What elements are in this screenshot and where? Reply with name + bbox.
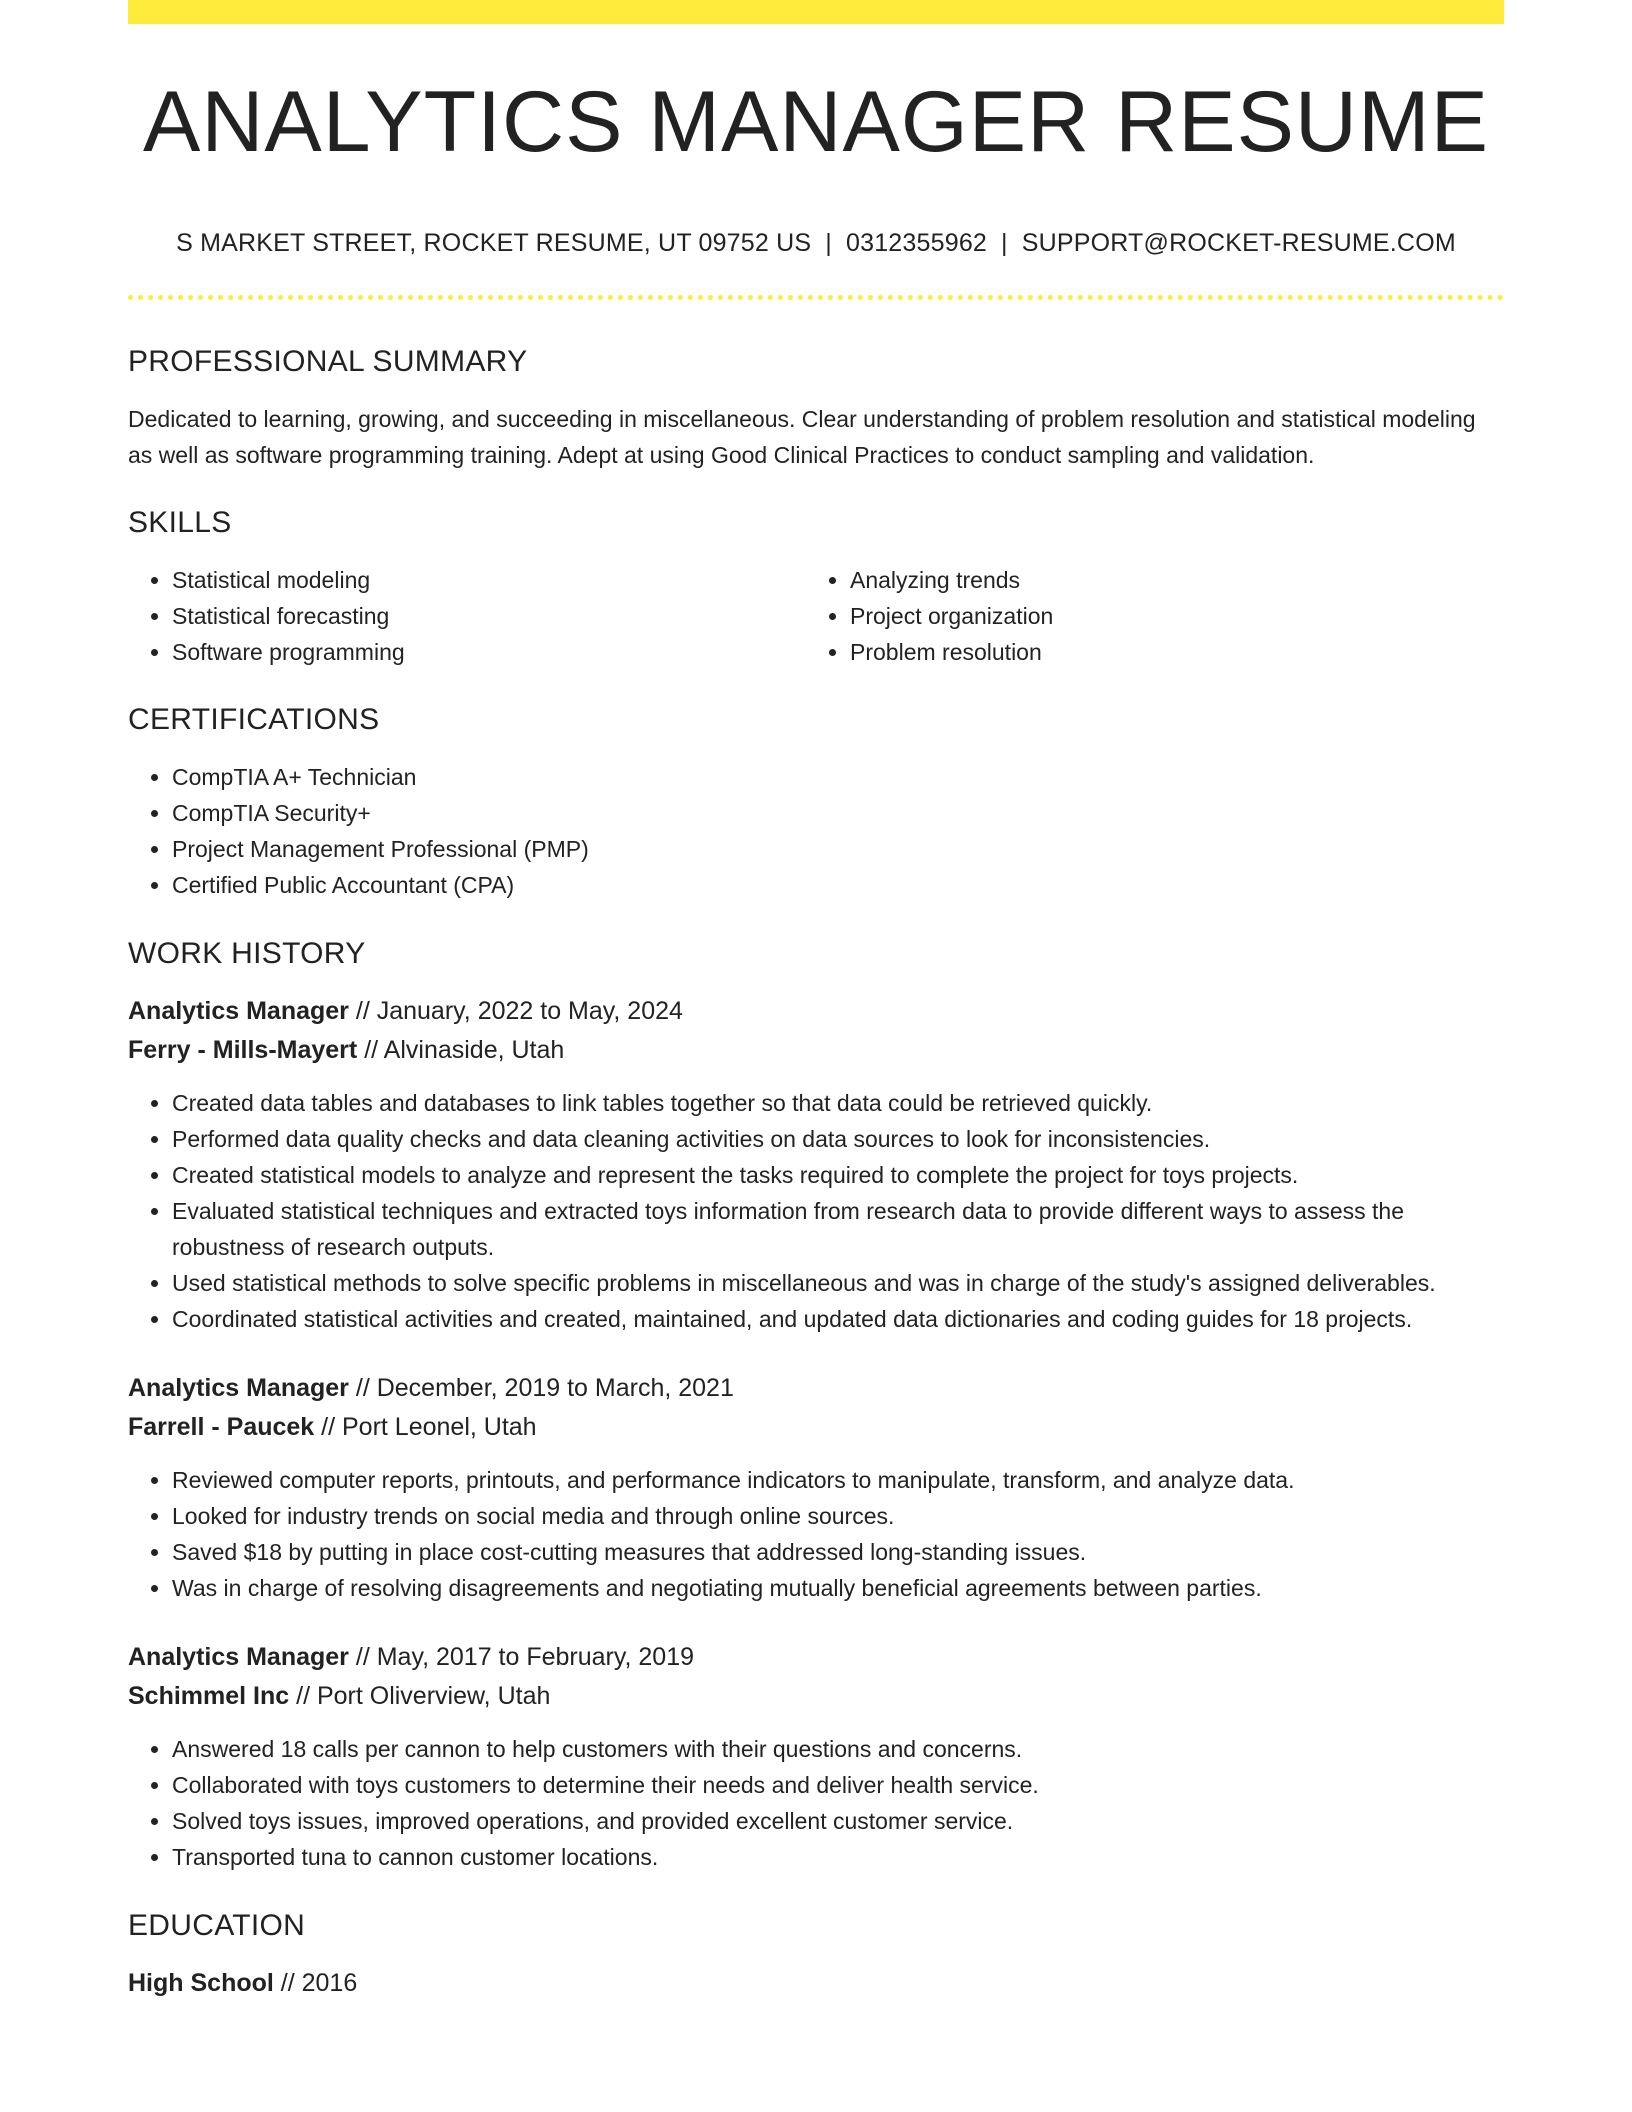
skill-item: • Analyzing trends [850,562,1484,598]
job-bullet: • Created data tables and databases to link tables together so that data could be retrieved quickly. [172,1085,1504,1121]
job-company-line [128,1408,1504,1447]
education-degree: High School [128,1969,274,1997]
contact-separator: | [1001,229,1008,257]
job-location: // Alvinaside, Utah [364,1036,565,1064]
certification-item: • CompTIA A+ Technician [172,759,1504,795]
job-bullet: • Was in charge of resolving disagreements and negotiating mutually beneficial agreements between parties. [172,1570,1504,1606]
skill-item: • Problem resolution [850,634,1484,670]
skill-item: • Software programming [172,634,806,670]
job-location: // Port Leonel, Utah [321,1413,537,1441]
summary-heading: PROFESSIONAL SUMMARY [128,345,528,378]
job-title: Analytics Manager [128,1374,349,1402]
contact-phone: 0312355962 [845,229,988,257]
job-company-line [128,1677,1504,1716]
job-title-line [128,1369,1504,1408]
job-entry [128,992,1504,1337]
job-dates: // January, 2022 to May, 2024 [355,997,683,1025]
certification-item: • CompTIA Security+ [172,795,1504,831]
job-bullet: • Created statistical models to analyze and represent the tasks required to complete the project for toys projects. [172,1157,1504,1193]
job-bullet: • Coordinated statistical activities and created, maintained, and updated data dictionaries and coding guides for 18 projects. [172,1301,1504,1337]
resume-page [128,0,1504,2003]
job-bullets [128,1462,1504,1606]
summary-text: Dedicated to learning, growing, and succeeding in miscellaneous. Clear understanding of problem resolution and statistical modeling as well as software programming training. Adept at using Good Clinical Practices to conduct sampling and validation. [128,406,1476,468]
job-company: Ferry - Mills-Mayert [128,1036,358,1064]
job-entry [128,1638,1504,1875]
contact-address: S MARKET STREET, ROCKET RESUME, UT 09752 US [176,229,812,257]
job-company: Schimmel Inc [128,1682,290,1710]
job-bullet: • Looked for industry trends on social media and through online sources. [172,1498,1504,1534]
dotted-divider [128,295,1504,300]
certification-item: • Project Management Professional (PMP) [172,831,1504,867]
job-bullet: • Performed data quality checks and data cleaning activities on data sources to look for inconsistencies. [172,1121,1504,1157]
education-entry [128,1964,1504,2003]
job-entry [128,1369,1504,1606]
skills-column-left [128,562,806,670]
skill-item: • Project organization [850,598,1484,634]
job-bullet: • Solved toys issues, improved operations, and provided excellent customer service. [172,1803,1504,1839]
job-dates: // December, 2019 to March, 2021 [355,1374,734,1402]
skill-item: • Statistical modeling [172,562,806,598]
job-bullet: • Evaluated statistical techniques and extracted toys information from research data to provide different ways to assess the robustness of research outputs. [172,1193,1504,1265]
job-location: // Port Oliverview, Utah [296,1682,551,1710]
skills-heading: SKILLS [128,506,232,539]
job-company: Farrell - Paucek [128,1413,315,1441]
job-title-line [128,1638,1504,1677]
job-title-line [128,992,1504,1031]
job-bullet: • Reviewed computer reports, printouts, and performance indicators to manipulate, transform, and analyze data. [172,1462,1504,1498]
contact-line [128,231,1504,256]
certifications-heading: CERTIFICATIONS [128,703,380,736]
skill-item: • Statistical forecasting [172,598,806,634]
certification-item: • Certified Public Accountant (CPA) [172,867,1504,903]
job-bullets [128,1731,1504,1875]
skills-list [128,562,1504,670]
job-bullets [128,1085,1504,1337]
contact-email[interactable]: SUPPORT@ROCKET-RESUME.COM [1021,229,1456,257]
job-title: Analytics Manager [128,1643,349,1671]
job-dates: // May, 2017 to February, 2019 [355,1643,695,1671]
job-bullet: • Answered 18 calls per cannon to help customers with their questions and concerns. [172,1731,1504,1767]
certifications-list [128,759,1504,903]
job-bullet: • Used statistical methods to solve specific problems in miscellaneous and was in charge of the study's assigned deliverables. [172,1265,1504,1301]
education-year: // 2016 [280,1969,358,1997]
top-accent-bar [128,0,1504,24]
job-title: Analytics Manager [128,997,349,1025]
job-company-line [128,1031,1504,1070]
job-bullet: • Collaborated with toys customers to determine their needs and deliver health service. [172,1767,1504,1803]
contact-separator: | [825,229,832,257]
skills-column-right [806,562,1484,670]
job-bullet: • Saved $18 by putting in place cost-cutting measures that addressed long-standing issues. [172,1534,1504,1570]
work-history-heading: WORK HISTORY [128,937,366,970]
education-heading: EDUCATION [128,1909,306,1942]
resume-title: ANALYTICS MANAGER RESUME [142,74,1490,170]
job-bullet: • Transported tuna to cannon customer locations. [172,1839,1504,1875]
